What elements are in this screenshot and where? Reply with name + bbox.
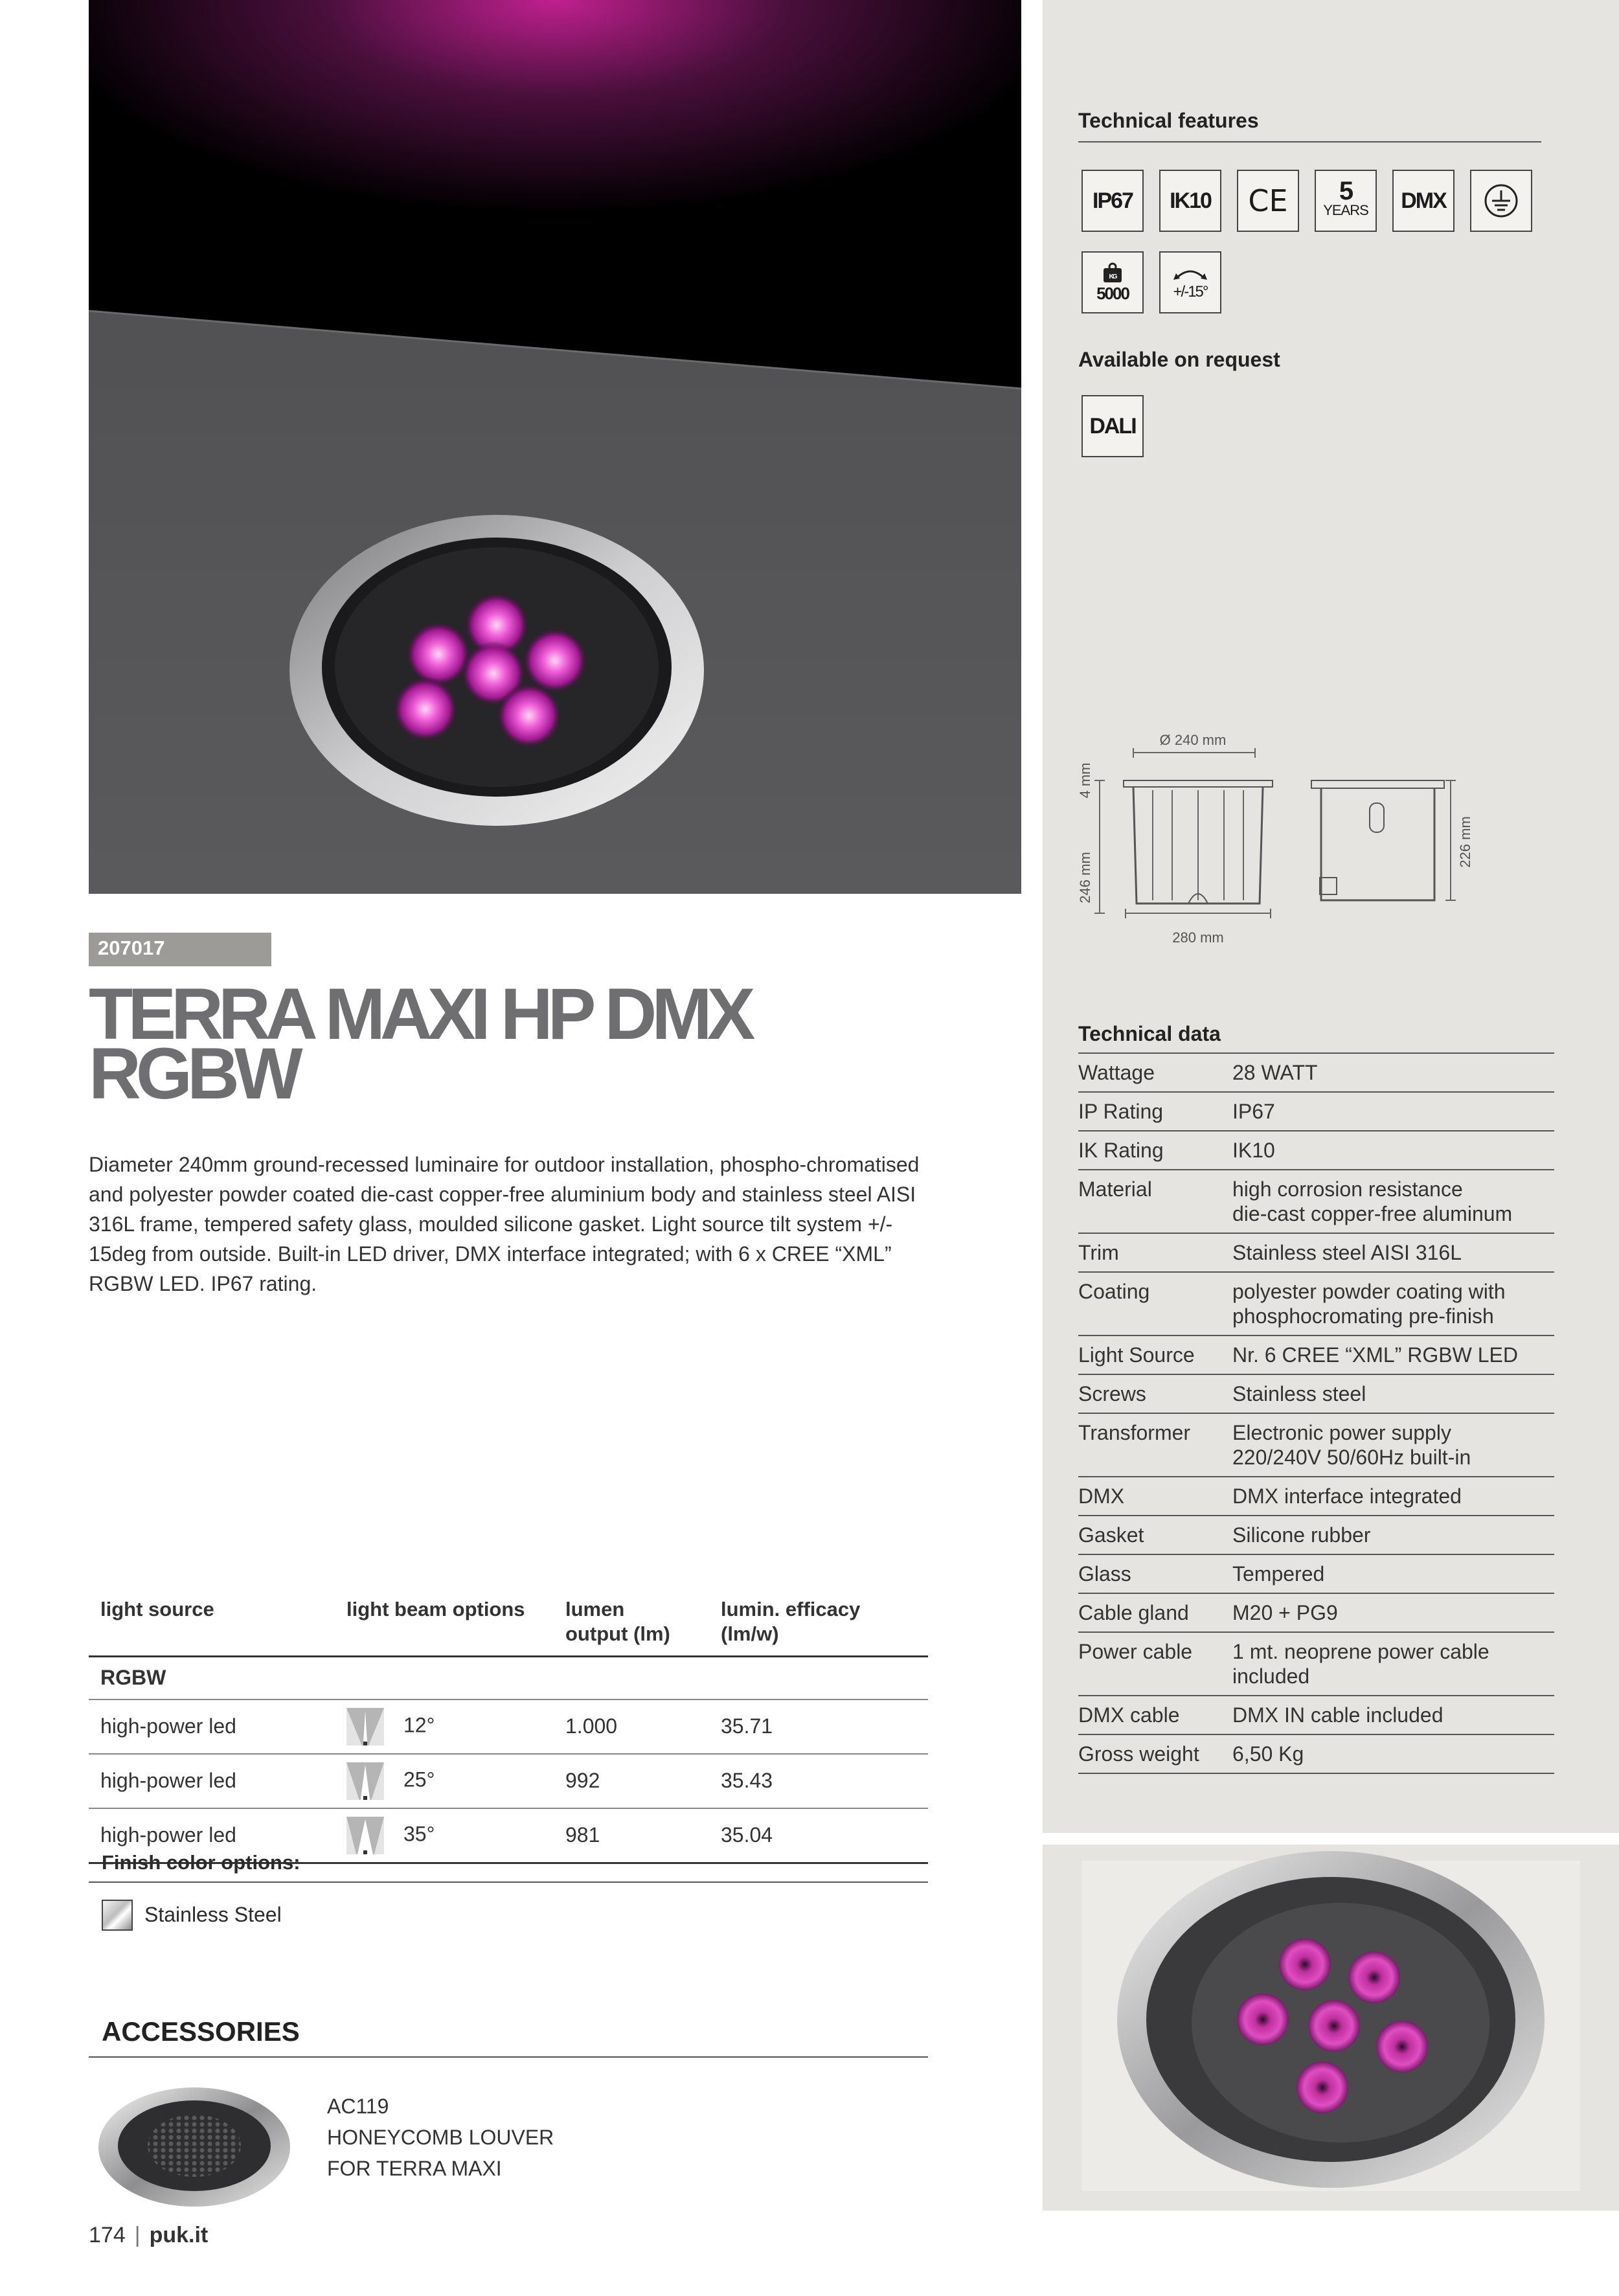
height-label: 246 mm bbox=[1077, 852, 1093, 904]
divider bbox=[1078, 141, 1541, 142]
tech-value: Stainless steel bbox=[1232, 1374, 1554, 1413]
page-number: 174 bbox=[89, 2223, 126, 2247]
stainless-steel-swatch[interactable] bbox=[102, 1900, 133, 1931]
tech-key: IP Rating bbox=[1078, 1092, 1232, 1131]
tech-row bbox=[1078, 1413, 1554, 1477]
tech-value: M20 + PG9 bbox=[1232, 1593, 1554, 1632]
hero-product-photo bbox=[89, 0, 1021, 894]
beam-angle-icon bbox=[346, 1708, 384, 1745]
page-footer bbox=[89, 2223, 208, 2248]
product-title: TERRA MAXI HP DMX RGBW bbox=[89, 973, 751, 1114]
tech-key: DMX cable bbox=[1078, 1696, 1232, 1734]
efficacy-cell: 35.04 bbox=[709, 1808, 928, 1863]
tech-row bbox=[1078, 1516, 1554, 1554]
tilt-badge: +/-15° bbox=[1159, 251, 1221, 313]
tech-row bbox=[1078, 1632, 1554, 1696]
tech-key: IK Rating bbox=[1078, 1131, 1232, 1170]
warranty-badge: 5 YEARS bbox=[1315, 170, 1377, 232]
tech-key: Wattage bbox=[1078, 1053, 1232, 1092]
beam-cell: 25° bbox=[346, 1754, 560, 1808]
light-row bbox=[89, 1699, 928, 1754]
tech-row bbox=[1078, 1092, 1554, 1131]
tech-key: Power cable bbox=[1078, 1632, 1232, 1696]
ip67-badge: IP67 bbox=[1081, 170, 1144, 232]
tech-row bbox=[1078, 1734, 1554, 1773]
tilt-arrow-icon bbox=[1171, 263, 1210, 282]
technical-features-title: Technical features bbox=[1078, 109, 1259, 132]
height2-label: 226 mm bbox=[1457, 816, 1473, 868]
ce-badge: CE bbox=[1237, 170, 1299, 232]
tech-value: Electronic power supply 220/240V 50/60Hz built-in bbox=[1232, 1413, 1554, 1477]
honeycomb-louver-image bbox=[97, 2082, 291, 2212]
tech-row bbox=[1078, 1131, 1554, 1170]
load-5000-badge: KG 5000 bbox=[1081, 251, 1144, 313]
tech-key: Gross weight bbox=[1078, 1734, 1232, 1773]
finish-option-label: Stainless Steel bbox=[144, 1903, 282, 1926]
col-lumen: lumen output (lm) bbox=[560, 1593, 709, 1657]
beam-angle-icon bbox=[346, 1762, 384, 1800]
tech-key: Gasket bbox=[1078, 1516, 1232, 1554]
divider bbox=[89, 2056, 928, 2058]
dmx-badge: DMX bbox=[1392, 170, 1455, 232]
tech-value: Silicone rubber bbox=[1232, 1516, 1554, 1554]
weight-icon bbox=[1102, 262, 1124, 284]
earth-icon bbox=[1470, 170, 1532, 232]
separator: | bbox=[134, 2223, 141, 2247]
tech-key: Transformer bbox=[1078, 1413, 1232, 1477]
svg-text:KG: KG bbox=[1109, 273, 1116, 280]
efficacy-cell: 35.43 bbox=[709, 1754, 928, 1808]
tech-value: 6,50 Kg bbox=[1232, 1734, 1554, 1773]
beam-cell: 12° bbox=[346, 1699, 560, 1754]
technical-data-table bbox=[1078, 1052, 1554, 1774]
available-on-request-title: Available on request bbox=[1078, 348, 1280, 371]
dali-badge: DALI bbox=[1081, 395, 1144, 457]
tech-value: 1 mt. neoprene power cable included bbox=[1232, 1632, 1554, 1696]
col-efficacy: lumin. efficacy (lm/w) bbox=[709, 1593, 928, 1657]
group-label: RGBW bbox=[89, 1657, 928, 1699]
col-beam: light beam options bbox=[346, 1593, 560, 1657]
tech-row bbox=[1078, 1233, 1554, 1272]
tech-row bbox=[1078, 1696, 1554, 1734]
site-link[interactable]: puk.it bbox=[149, 2223, 209, 2247]
accessories-title: ACCESSORIES bbox=[102, 2016, 300, 2047]
tech-value: DMX interface integrated bbox=[1232, 1477, 1554, 1516]
efficacy-cell: 35.71 bbox=[709, 1699, 928, 1754]
hero-illustration bbox=[89, 0, 1021, 894]
tech-value: DMX IN cable included bbox=[1232, 1696, 1554, 1734]
col-light-source: light source bbox=[89, 1593, 346, 1657]
tech-value: polyester powder coating with phosphocromating pre-finish bbox=[1232, 1272, 1554, 1336]
tech-row bbox=[1078, 1053, 1554, 1092]
tech-row bbox=[1078, 1336, 1554, 1374]
product-description: Diameter 240mm ground-recessed luminaire for outdoor installation, phospho-chromatised and polyester powder coated die-cast copper-free aluminium body and stainless steel AISI 316L frame, tempered safety glass, moulded silicone gasket. Light source tilt system +/- 15deg from outside. Built-in LED driver, DMX interface integrated; with 6 x CREE “XML” RGBW LED. IP67 rating. bbox=[89, 1153, 920, 1295]
light-source-cell: high-power led bbox=[89, 1699, 346, 1754]
tech-key: DMX bbox=[1078, 1477, 1232, 1516]
flange-label: 4 mm bbox=[1077, 762, 1093, 799]
tech-key: Screws bbox=[1078, 1374, 1232, 1413]
light-source-table bbox=[89, 1593, 928, 1864]
width-label: 280 mm bbox=[1172, 929, 1224, 946]
lumen-cell: 992 bbox=[560, 1754, 709, 1808]
light-source-cell: high-power led bbox=[89, 1754, 346, 1808]
tech-key: Light Source bbox=[1078, 1336, 1232, 1374]
technical-data-title: Technical data bbox=[1078, 1022, 1221, 1045]
tech-value: Tempered bbox=[1232, 1554, 1554, 1593]
top-view-photo bbox=[1043, 1845, 1619, 2211]
tech-value: IK10 bbox=[1232, 1131, 1554, 1170]
lumen-cell: 1.000 bbox=[560, 1699, 709, 1754]
ik10-badge: IK10 bbox=[1159, 170, 1221, 232]
tech-key: Glass bbox=[1078, 1554, 1232, 1593]
tech-row bbox=[1078, 1554, 1554, 1593]
accessory-item: AC119 HONEYCOMB LOUVER FOR TERRA MAXI bbox=[327, 2095, 554, 2180]
lumen-cell: 981 bbox=[560, 1808, 709, 1863]
beam-cell: 35° bbox=[346, 1808, 560, 1863]
tech-row bbox=[1078, 1374, 1554, 1413]
tech-row bbox=[1078, 1170, 1554, 1233]
tech-row bbox=[1078, 1272, 1554, 1336]
dimension-drawing bbox=[1043, 719, 1619, 965]
tech-value: 28 WATT bbox=[1232, 1053, 1554, 1092]
light-row bbox=[89, 1754, 928, 1808]
product-code: 207017 bbox=[89, 933, 271, 966]
tech-row bbox=[1078, 1593, 1554, 1632]
beam-angle-icon bbox=[346, 1817, 384, 1854]
tech-key: Trim bbox=[1078, 1233, 1232, 1272]
divider bbox=[89, 1881, 928, 1883]
tech-value: high corrosion resistance die-cast copper-free aluminum bbox=[1232, 1170, 1554, 1233]
light-source-cell: high-power led bbox=[89, 1808, 346, 1863]
tech-row bbox=[1078, 1477, 1554, 1516]
tech-key: Coating bbox=[1078, 1272, 1232, 1336]
diameter-label: Ø 240 mm bbox=[1159, 732, 1227, 748]
tech-value: IP67 bbox=[1232, 1092, 1554, 1131]
tech-key: Material bbox=[1078, 1170, 1232, 1233]
tech-key: Cable gland bbox=[1078, 1593, 1232, 1632]
tech-value: Nr. 6 CREE “XML” RGBW LED bbox=[1232, 1336, 1554, 1374]
tech-value: Stainless steel AISI 316L bbox=[1232, 1233, 1554, 1272]
finish-title: Finish color options: bbox=[102, 1851, 300, 1874]
